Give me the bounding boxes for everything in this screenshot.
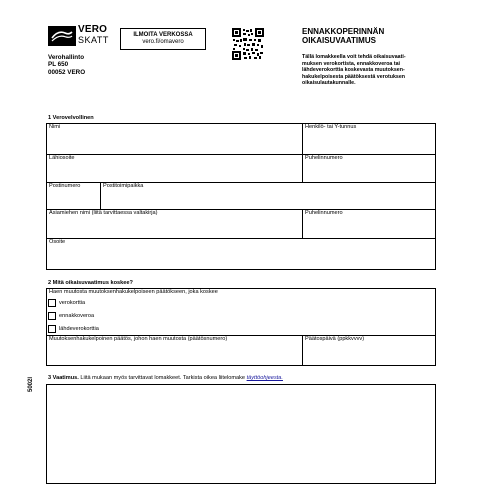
claim-textarea[interactable]	[46, 384, 436, 484]
vero-logo-text	[78, 25, 109, 45]
section3-heading: 3 Vaatimus.	[48, 375, 79, 381]
description-line: muksen verokortista, ennakkoveroa tai	[302, 60, 401, 67]
description-line: lähdeverokorttia koskevasta muutoksen-	[302, 67, 405, 74]
name-label: Nimi	[49, 124, 61, 130]
decision-number-field[interactable]	[47, 344, 301, 365]
online-url[interactable]: vero.fi/omavero	[142, 39, 184, 45]
qr-code-icon	[232, 28, 264, 60]
phone-label: Puhelinnumero	[305, 155, 343, 161]
id-field[interactable]	[304, 132, 435, 153]
option-label-withholding-card: lähdeverokorttia	[59, 326, 99, 332]
online-label: ILMOITA VERKOSSA	[133, 32, 193, 38]
section3-title	[48, 375, 283, 381]
logo-line-2: SKATT	[78, 35, 109, 45]
decision-question: Haen muutosta muutoksenhakukelpoiseen päätökseen, joka koskee	[49, 289, 218, 295]
section2-title: 2 Mitä oikaisuvaatimus koskee?	[48, 280, 133, 286]
postal-place-label: Postitoimipaikka	[103, 183, 144, 189]
form-title	[302, 27, 384, 45]
address-line: PL 650	[48, 61, 69, 69]
description-line: Tällä lomakkeella voit tehdä oikaisuvaati-	[302, 54, 406, 60]
divider	[46, 154, 436, 155]
phone-field[interactable]	[304, 163, 435, 181]
form-description	[302, 54, 442, 87]
decision-date-field[interactable]	[304, 344, 435, 365]
section3-instructions: Liitä mukaan myös tarvittavat lomakkeet. Tarkista oikea liitelomake	[78, 375, 247, 381]
postal-code-field[interactable]	[47, 191, 99, 208]
divider	[302, 123, 303, 182]
description-line: oikaisulautakunnalle.	[302, 80, 356, 87]
form-code: 5002l	[28, 376, 34, 392]
description-line: hakukelpoisesta päätöksestä verotuksen	[302, 73, 406, 80]
street-address-label: Lähiosoite	[49, 155, 75, 161]
checkbox-prepayment[interactable]	[48, 312, 56, 320]
agent-phone-label: Puhelinnumero	[305, 210, 343, 216]
agent-name-field[interactable]	[47, 218, 301, 237]
instructions-link[interactable]: täyttöohjeesta.	[246, 375, 283, 381]
address-line: Verohallinto	[48, 54, 85, 61]
agent-address-field[interactable]	[47, 247, 435, 269]
option-label-prepayment: ennakkoveroa	[59, 313, 95, 319]
divider	[46, 238, 436, 239]
title-line: ENNAKKOPERINNÄN	[302, 27, 385, 36]
postal-place-field[interactable]	[102, 191, 435, 208]
logo-line-1: VERO	[78, 24, 108, 35]
option-label-tax-card: verokorttia	[59, 300, 86, 306]
agent-address-label: Osoite	[49, 239, 66, 245]
vero-logo-mark	[48, 26, 76, 46]
section1-title: 1 Verovelvollinen	[48, 115, 94, 121]
id-label: Henkilö- tai Y-tunnus	[305, 124, 357, 130]
postal-code-label: Postinumero	[49, 183, 81, 189]
name-field[interactable]	[47, 132, 301, 153]
decision-date-label: Päätospäivä (ppkkvvvv)	[305, 336, 365, 342]
title-line: OIKAISUVAATIMUS	[302, 36, 376, 45]
checkbox-withholding-card[interactable]	[48, 325, 56, 333]
street-address-field[interactable]	[47, 163, 301, 181]
address-line: 00052 VERO	[48, 68, 86, 76]
decision-number-label: Muutoksenhakukelpoinen päätös, johon haen muutosta (päätösnumero)	[49, 336, 228, 342]
agent-name-label: Asiamiehen nimi (liitä tarvittaessa valtakirja)	[49, 210, 158, 216]
recipient-address	[48, 54, 85, 76]
online-notice-box[interactable]	[120, 28, 206, 50]
agent-phone-field[interactable]	[304, 218, 435, 237]
checkbox-tax-card[interactable]	[48, 299, 56, 307]
